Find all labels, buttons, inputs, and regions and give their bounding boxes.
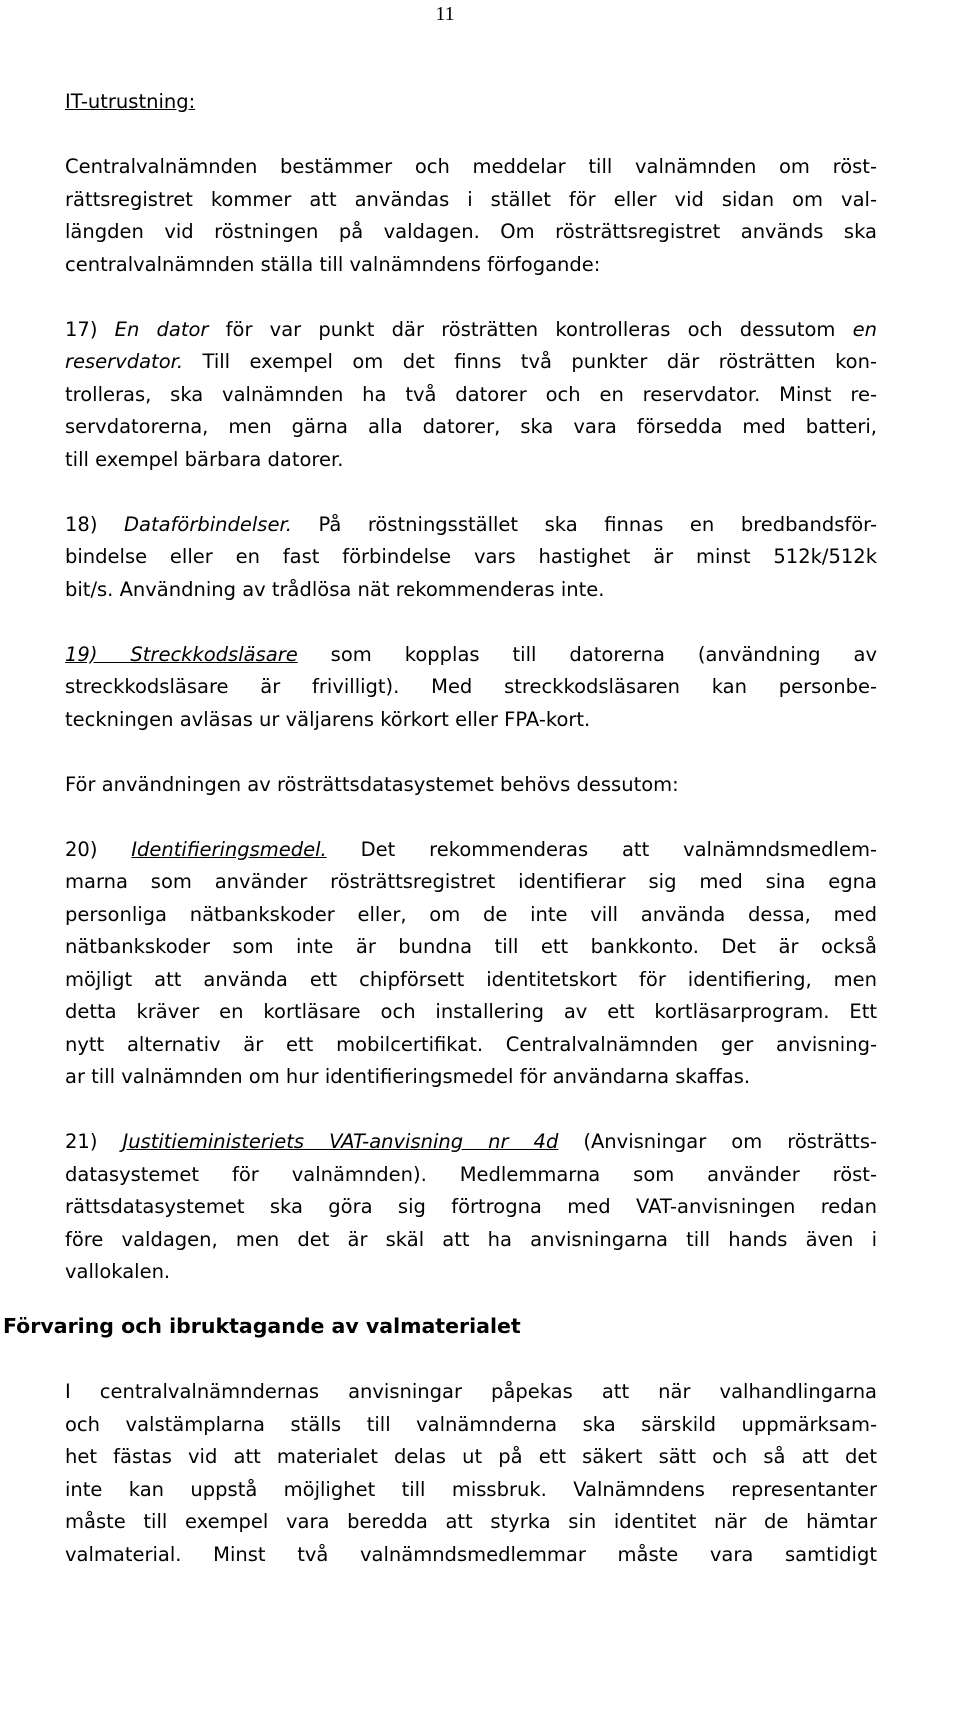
- intro-line: rättsregistret kommer att användas i stället för eller vid sidan om val-: [65, 187, 877, 211]
- storage-line: I centralvalnämndernas anvisningar påpekas att när valhandlingarna: [65, 1380, 877, 1403]
- item-17-line: till exempel bärbara datorer.: [65, 447, 344, 471]
- item-20-line: detta kräver en kortläsare och installering av ett kortläsarprogram. Ett: [65, 1000, 877, 1023]
- item-17-term: En dator: [114, 317, 209, 341]
- item-17-line: reservdator. Till exempel om det finns två punkter där rösträtten kon-: [65, 350, 877, 373]
- item-19-line: teckningen avläsas ur väljarens körkort eller FPA-kort.: [65, 707, 591, 731]
- item-17-paragraph: [65, 314, 877, 477]
- section-heading: Förvaring och ibruktagande av valmaterialet: [3, 1314, 521, 1338]
- item-21-line: vallokalen.: [65, 1260, 171, 1283]
- item-17-line: 17) En dator för var punkt där rösträtten kontrolleras och dessutom en: [65, 317, 877, 341]
- item-20-line: nätbankskoder som inte är bundna till ett bankkonto. Det är också: [65, 935, 877, 958]
- storage-line: valmaterial. Minst två valnämndsmedlemmar måste vara samtidigt: [65, 1542, 877, 1566]
- item-21-line: före valdagen, men det är skäl att ha anvisningarna till hands även i: [65, 1227, 877, 1251]
- item-20-paragraph: [65, 834, 877, 1094]
- storage-line: inte kan uppstå möjlighet till missbruk. Valnämndens representanter: [65, 1477, 877, 1501]
- item-21-line: 21) Justitieministeriets VAT-anvisning nr 4d (Anvisningar om rösträtts-: [65, 1130, 878, 1153]
- item-21-term: Justitieministeriets VAT-anvisning nr 4d: [122, 1130, 559, 1153]
- item-17-line: trolleras, ska valnämnden ha två datorer och en reservdator. Minst re-: [65, 382, 877, 406]
- item-20-line: marna som använder rösträttsregistret identifierar sig med sina egna: [65, 870, 877, 893]
- item-18-line: bit/s. Användning av trådlösa nät rekommenderas inte.: [65, 577, 605, 601]
- item-20-term: Identifieringsmedel.: [131, 837, 327, 861]
- item-18-line: 18) Dataförbindelser. På röstningsstället ska finnas en bredbandsför-: [65, 512, 877, 536]
- item-18-paragraph: [65, 509, 877, 607]
- item-21-line: rättsdatasystemet ska göra sig förtrogna med VAT-anvisningen redan: [65, 1195, 877, 1218]
- page-number: 11: [435, 3, 455, 25]
- section-title: IT-utrustning:: [65, 90, 196, 113]
- document-body: [65, 86, 877, 1289]
- item-17-line: servdatorerna, men gärna alla datorer, ska vara försedda med batteri,: [65, 415, 877, 438]
- intro-line: centralvalnämnden ställa till valnämndens förfogande:: [65, 252, 601, 276]
- item-19-line: streckkodsläsare är frivilligt). Med streckkodsläsaren kan personbe-: [65, 675, 877, 698]
- storage-line: måste till exempel vara beredda att styrka sin identitet när de hämtar: [65, 1510, 877, 1533]
- item-20-line: möjligt att använda ett chipförsett identitetskort för identifiering, men: [65, 967, 877, 991]
- item-19-term: 19) Streckkodsläsare: [65, 642, 298, 666]
- item-19-paragraph: [65, 639, 877, 737]
- item-20-line: personliga nätbankskoder eller, om de inte vill använda dessa, med: [65, 902, 877, 926]
- storage-line: och valstämplarna ställs till valnämnderna ska särskild uppmärksam-: [65, 1412, 877, 1436]
- intro-paragraph: [65, 151, 877, 281]
- storage-line: het fästas vid att materialet delas ut på ett säkert sätt och så att det: [65, 1445, 877, 1468]
- item-18-line: bindelse eller en fast förbindelse vars hastighet är minst 512k/512k: [65, 545, 877, 568]
- item-20-line: 20) Identifieringsmedel. Det rekommenderas att valnämndsmedlem-: [65, 837, 877, 861]
- item-21-paragraph: [65, 1126, 877, 1289]
- item-18-term: Dataförbindelser.: [123, 512, 292, 536]
- item-19-line: 19) Streckkodsläsare som kopplas till datorerna (användning av: [65, 642, 877, 666]
- item-21-line: datasystemet för valnämnden). Medlemmarna som använder röst-: [65, 1162, 877, 1186]
- intro-line: Centralvalnämnden bestämmer och meddelar till valnämnden om röst-: [65, 155, 877, 178]
- item-20-line: ar till valnämnden om hur identifieringsmedel för användarna skaffas.: [65, 1065, 751, 1088]
- storage-paragraph: [65, 1376, 877, 1571]
- intro-line: längden vid röstningen på valdagen. Om rösträttsregistret används ska: [65, 220, 877, 243]
- also-needed-text: För användningen av rösträttsdatasystemet behövs dessutom:: [65, 772, 679, 796]
- item-20-line: nytt alternativ är ett mobilcertifikat. Centralvalnämnden ger anvisning-: [65, 1032, 877, 1056]
